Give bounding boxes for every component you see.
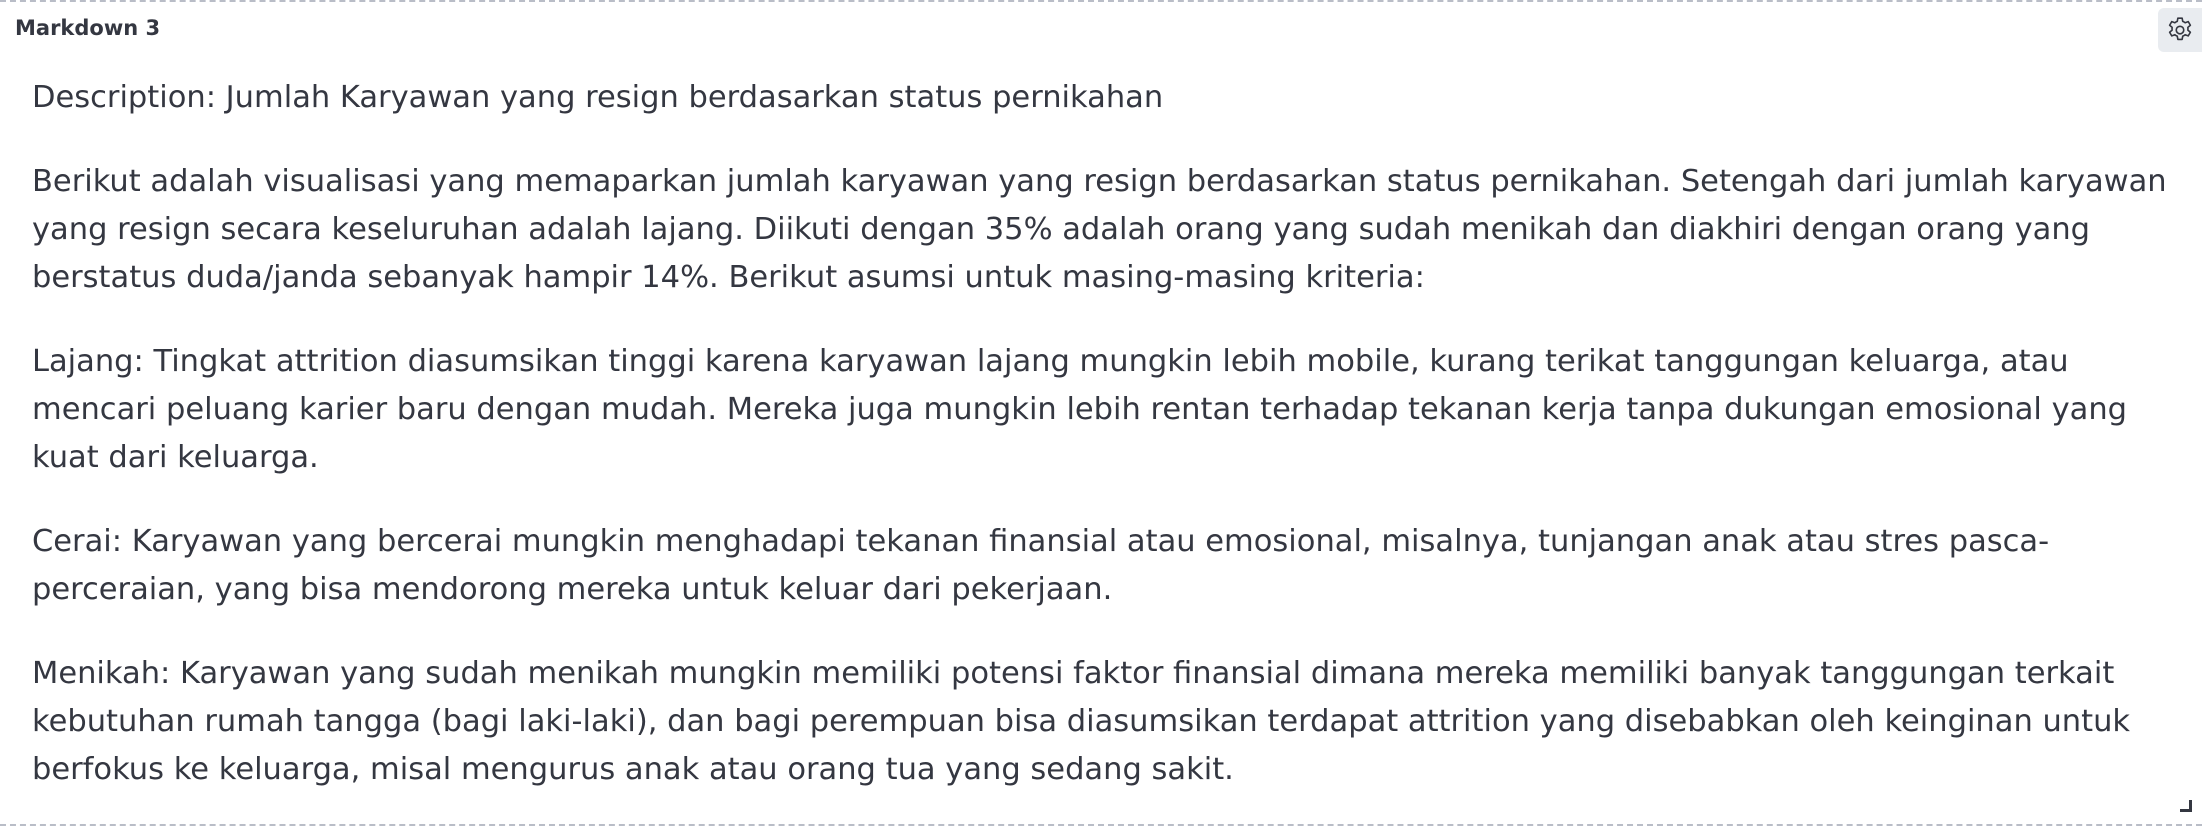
markdown-paragraph-menikah: Menikah: Karyawan yang sudah menikah mungkin memiliki potensi faktor finansial dimana mereka memiliki banyak tanggungan terkait kebutuhan rumah tangga (bagi laki-laki), dan bagi perempuan bisa diasumsikan terdapat attrition yang disebabkan oleh keinginan untuk berfokus ke keluarga, misal mengurus anak atau orang tua yang sedang sakit. [32,656,2131,787]
markdown-paragraph-description: Description: Jumlah Karyawan yang resign berdasarkan status pernikahan [32,80,1164,115]
markdown-paragraph-cerai: Cerai: Karyawan yang bercerai mungkin menghadapi tekanan finansial atau emosional, misalnya, tunjangan anak atau stres pasca-perceraian, yang bisa mendorong mereka untuk keluar dari pekerjaan. [32,524,2050,607]
resize-handle-icon[interactable] [2180,800,2192,812]
gear-icon [2165,15,2195,45]
panel-settings-button[interactable] [2158,8,2202,52]
markdown-paragraph-intro: Berikut adalah visualisasi yang memaparkan jumlah karyawan yang resign berdasarkan status pernikahan. Setengah dari jumlah karyawan yang resign secara keseluruhan adalah lajang. Diikuti dengan 35% adalah orang yang sudah menikah dan diakhiri dengan orang yang berstatus duda/janda sebanyak hampir 14%. Berikut asumsi untuk masing-masing kriteria: [32,164,2167,295]
markdown-content [32,74,2182,826]
markdown-paragraph-lajang: Lajang: Tingkat attrition diasumsikan tinggi karena karyawan lajang mungkin lebih mobile, kurang terikat tanggungan keluarga, atau mencari peluang karier baru dengan mudah. Mereka juga mungkin lebih rentan terhadap tekanan kerja tanpa dukungan emosional yang kuat dari keluarga. [32,344,2128,475]
panel-title: Markdown 3 [15,16,161,40]
